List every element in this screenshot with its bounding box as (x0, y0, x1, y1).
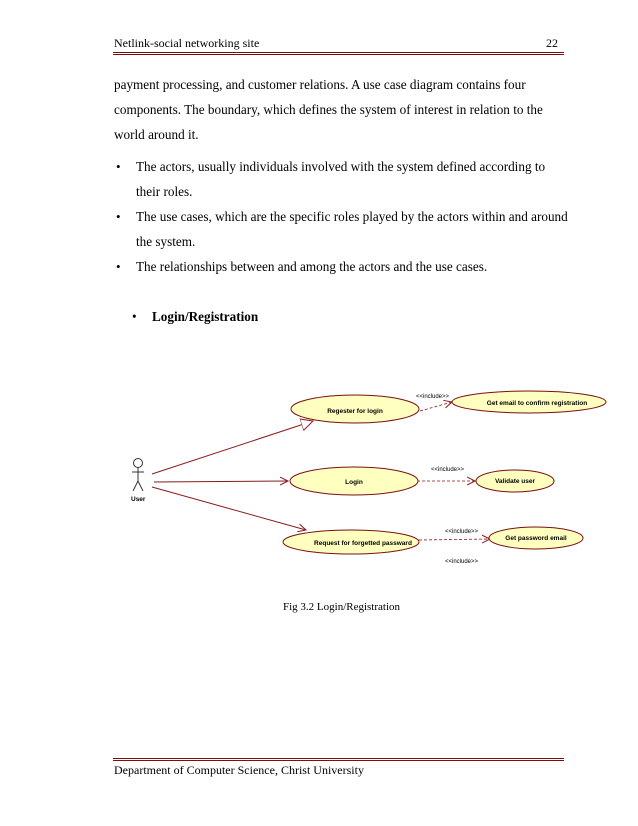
use-case-login (290, 467, 418, 495)
use-case-validate-label: Validate user (494, 478, 536, 485)
use-case-password-email (489, 527, 583, 549)
actor-user (132, 459, 144, 492)
include-label: <<include>> (416, 394, 450, 400)
use-case-password-email-label: Get password email (505, 535, 567, 542)
use-case-forgot-label: Request for forgetted passward (314, 540, 412, 547)
page-number: 22 (546, 36, 558, 50)
footer-text: Department of Computer Science, Christ University (114, 763, 364, 777)
use-case-confirm-label: Get email to confirm registration (486, 400, 588, 407)
include-label: <<include>> (431, 467, 465, 473)
assoc-forgot (152, 487, 306, 530)
include-forgot-email (419, 539, 490, 540)
include-label: <<include>> (445, 559, 479, 565)
bullet-item: • The relationships between and among the actors and the use cases. (114, 254, 569, 279)
use-case-register-label: Regester for login (327, 408, 383, 415)
body-paragraph: payment processing, and customer relations. A use case diagram contains four components. The boundary, which defines the system of interest in relation to the world around it. (114, 77, 543, 142)
use-case-confirm (452, 391, 606, 413)
use-case-validate (476, 470, 554, 492)
assoc-login (154, 481, 288, 482)
bullet-item: • The actors, usually individuals involved with the system defined according to their roles. (114, 154, 569, 204)
assoc-register (152, 421, 313, 474)
include-label: <<include>> (445, 529, 479, 535)
bullet-item: • The use cases, which are the specific roles played by the actors within and around the system. (114, 204, 569, 254)
header-title: Netlink-social networking site (114, 36, 260, 50)
footer-rule (113, 758, 564, 761)
use-case-register (291, 395, 419, 423)
include-register-confirm (420, 402, 452, 411)
use-case-forgot (283, 530, 419, 554)
section-bullet-label: Login/Registration (152, 309, 259, 324)
actor-label: User (131, 496, 146, 503)
figure-caption: Fig 3.2 Login/Registration (283, 601, 401, 613)
use-case-login-label: Login (345, 479, 363, 486)
